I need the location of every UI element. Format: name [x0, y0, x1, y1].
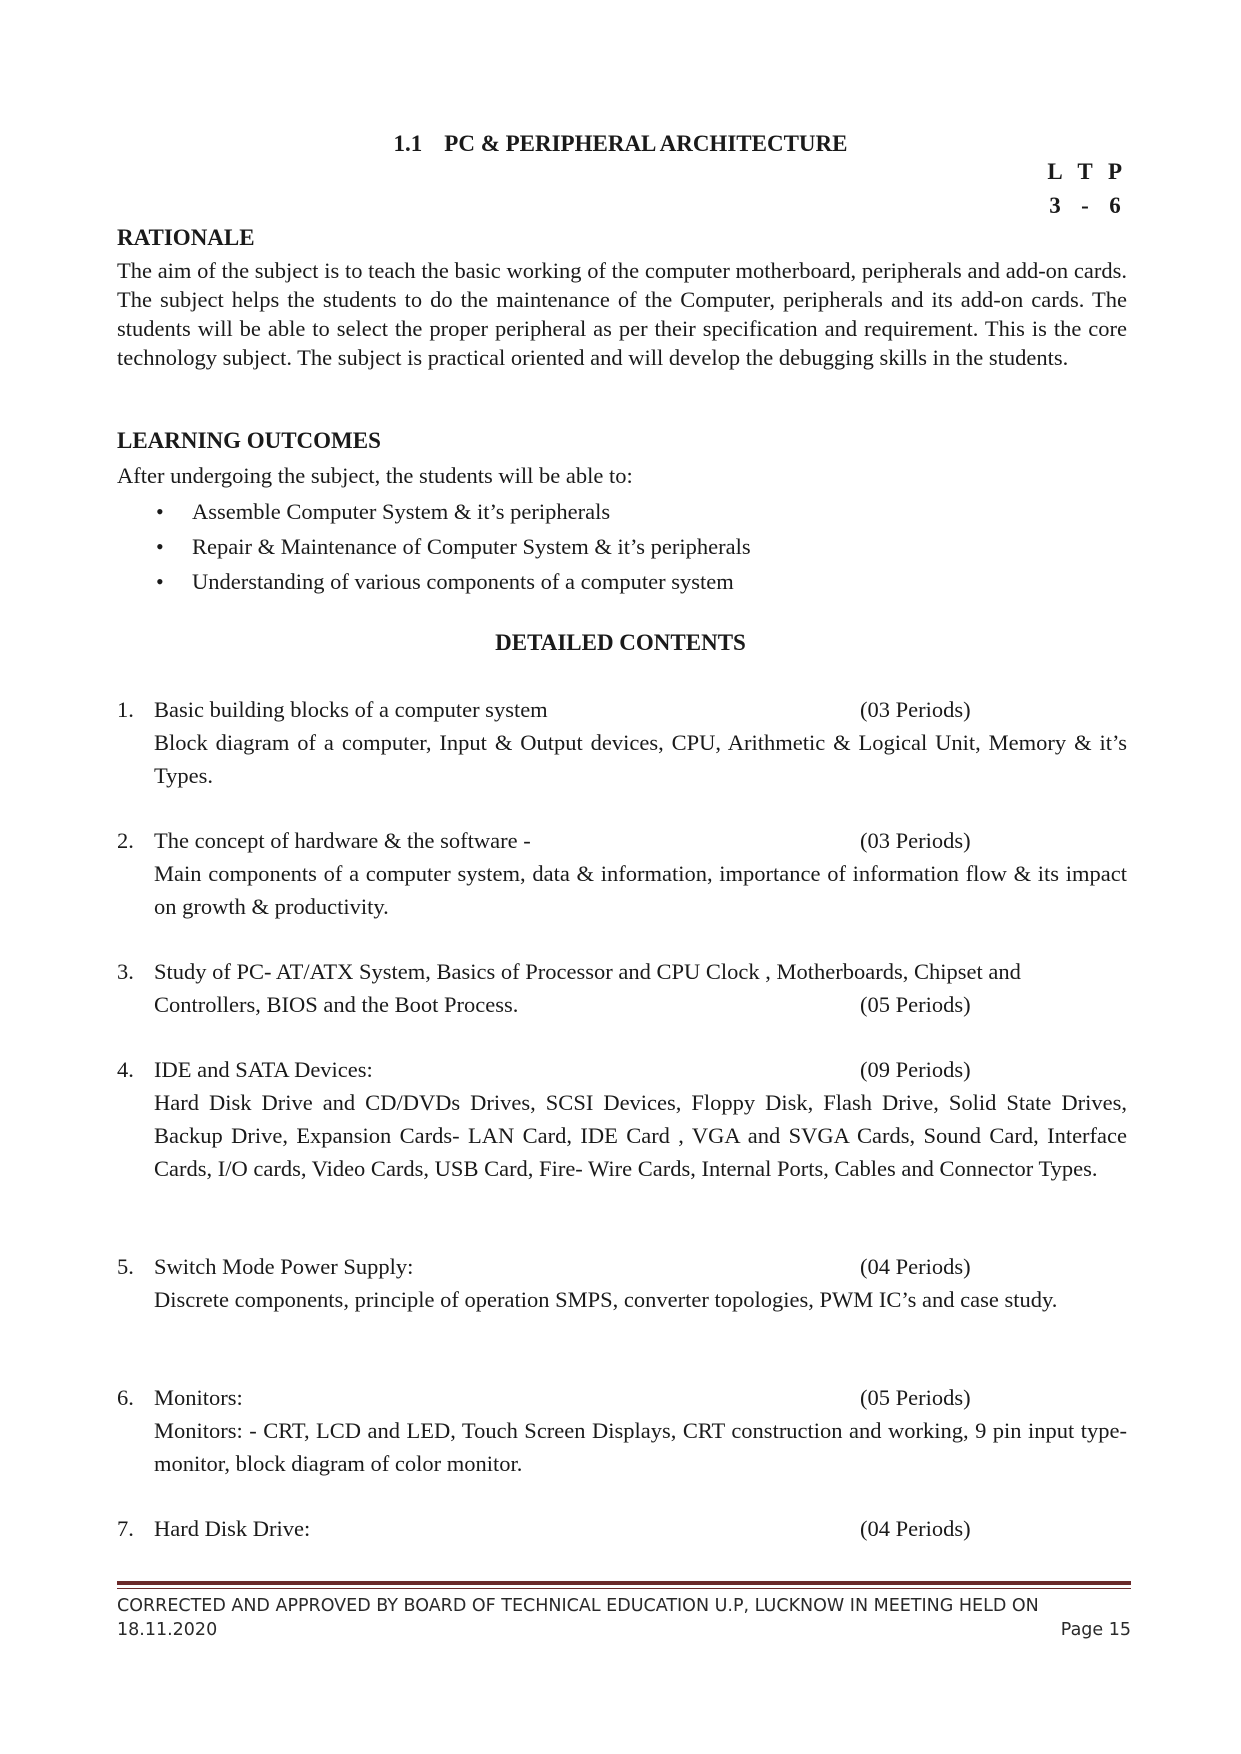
item-periods: (09 Periods)	[860, 1057, 971, 1082]
rationale-heading: RATIONALE	[117, 225, 255, 250]
item-body: Block diagram of a computer, Input & Output devices, CPU, Arithmetic & Logical Unit, Memory & it’s Types.	[154, 730, 1127, 788]
page-title	[0, 131, 1241, 157]
learning-outcomes-intro: After undergoing the subject, the students will be able to:	[117, 463, 633, 488]
item-number: 7.	[117, 1516, 134, 1541]
page-number: Page 15	[1060, 1620, 1131, 1640]
content-item-7	[117, 1512, 1127, 1545]
item-title: Basic building blocks of a computer system	[154, 697, 548, 722]
content-item-5	[117, 1250, 1127, 1316]
content-item-4	[117, 1053, 1127, 1185]
footer	[117, 1594, 1131, 1642]
item-body: Monitors: - CRT, LCD and LED, Touch Screen Displays, CRT construction and working, 9 pin input type- monitor, block diagram of color monitor.	[154, 1418, 1127, 1476]
ltp-label-p: P	[1107, 159, 1123, 184]
item-number: 4.	[117, 1057, 134, 1082]
ltp-label-l: L	[1047, 159, 1063, 184]
footer-divider-thin	[117, 1588, 1131, 1589]
item-title: Study of PC- AT/ATX System, Basics of Processor and CPU Clock , Motherboards, Chipset and	[154, 959, 1021, 984]
ltp-label-t: T	[1077, 159, 1093, 184]
item-title: Hard Disk Drive:	[154, 1516, 311, 1541]
ltp-values	[1040, 193, 1140, 219]
item-title-continued: Controllers, BIOS and the Boot Process.	[154, 992, 519, 1017]
ltp-value-p: 6	[1109, 193, 1121, 218]
footer-divider-thick	[117, 1581, 1131, 1585]
item-body: Hard Disk Drive and CD/DVDs Drives, SCSI Devices, Floppy Disk, Flash Drive, Solid State Drives, Backup Drive, Expansion Cards- LAN Card, IDE Card , VGA and SVGA Cards, Sound Card, Interface Cards, I/O cards, Video Cards, USB Card, Fire- Wire Cards, Internal Ports, Cables and Connector Types.	[154, 1090, 1127, 1181]
item-title: Monitors:	[154, 1385, 243, 1410]
item-periods: (03 Periods)	[860, 828, 971, 853]
rationale-text: The aim of the subject is to teach the basic working of the computer motherboard, peripherals and add-on cards. The subject helps the students to do the maintenance of the Computer, peripherals and its add-on cards. The students will be able to select the proper peripheral as per their specification and requirement. This is the core technology subject. The subject is practical oriented and will develop the debugging skills in the students.	[117, 258, 1127, 370]
section-title: PC & PERIPHERAL ARCHITECTURE	[444, 131, 848, 156]
item-periods: (05 Periods)	[860, 1385, 971, 1410]
content-item-2	[117, 824, 1127, 923]
ltp-value-l: 3	[1049, 193, 1061, 218]
item-number: 6.	[117, 1385, 134, 1410]
item-number: 1.	[117, 697, 134, 722]
item-number: 2.	[117, 828, 134, 853]
item-number: 3.	[117, 959, 134, 984]
item-number: 5.	[117, 1254, 134, 1279]
learning-outcomes-list	[152, 494, 751, 599]
item-periods: (03 Periods)	[860, 697, 971, 722]
section-number: 1.1	[393, 131, 423, 156]
list-item: • Understanding of various components of a computer system	[152, 564, 751, 599]
content-item-3	[117, 955, 1127, 1021]
item-body: Main components of a computer system, data & information, importance of information flow & its impact on growth & productivity.	[154, 861, 1127, 919]
detailed-contents-heading: DETAILED CONTENTS	[495, 630, 746, 655]
ltp-labels	[1040, 159, 1140, 185]
list-item: • Assemble Computer System & it’s peripherals	[152, 494, 751, 529]
item-title: IDE and SATA Devices:	[154, 1057, 373, 1082]
learning-outcomes-heading: LEARNING OUTCOMES	[117, 428, 381, 453]
content-item-1	[117, 693, 1127, 792]
item-periods: (05 Periods)	[860, 992, 971, 1017]
item-periods: (04 Periods)	[860, 1254, 971, 1279]
item-title: Switch Mode Power Supply:	[154, 1254, 414, 1279]
list-item: • Repair & Maintenance of Computer System & it’s peripherals	[152, 529, 751, 564]
item-body: Discrete components, principle of operation SMPS, converter topologies, PWM IC’s and case study.	[154, 1287, 1058, 1312]
item-periods: (04 Periods)	[860, 1516, 971, 1541]
footer-date: 18.11.2020	[117, 1620, 218, 1640]
item-title: The concept of hardware & the software -	[154, 828, 531, 853]
content-item-6	[117, 1381, 1127, 1480]
ltp-value-t: -	[1081, 193, 1089, 218]
footer-approval-text: CORRECTED AND APPROVED BY BOARD OF TECHNICAL EDUCATION U.P, LUCKNOW IN MEETING HELD ON	[117, 1596, 1039, 1616]
